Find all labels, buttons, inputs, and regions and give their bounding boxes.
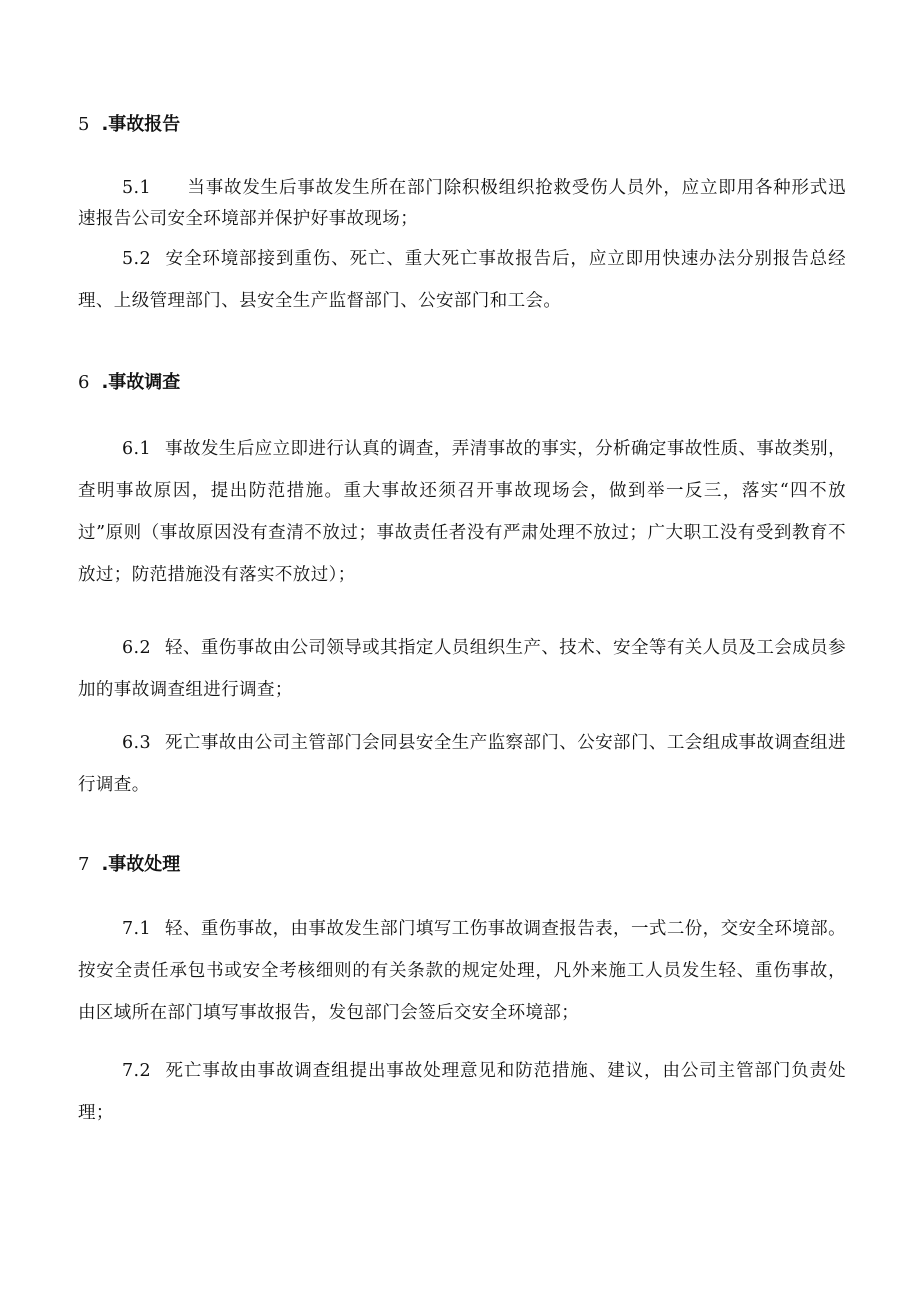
paragraph-number: 6.1 — [122, 439, 152, 459]
section-title: .事故调查 — [101, 372, 181, 393]
paragraph-number: 5.1 — [122, 178, 152, 198]
section-title: .事故报告 — [101, 114, 181, 135]
paragraph-7-1 — [78, 908, 846, 1034]
paragraph-text: 轻、重伤事故，由事故发生部门填写工伤事故调查报告表，一式二份，交安全环境部。按安全责任承包书或安全考核细则的有关条款的规定处理，凡外来施工人员发生轻、重伤事故，由区域所在部门填写事故报告，发包部门会签后交安全环境部； — [78, 919, 846, 1023]
section-number: 5 — [78, 114, 90, 135]
section-title: .事故处理 — [101, 854, 181, 875]
paragraph-text: 轻、重伤事故由公司领导或其指定人员组织生产、技术、安全等有关人员及工会成员参加的事故调查组进行调查； — [78, 638, 846, 700]
paragraph-number: 7.2 — [122, 1061, 152, 1081]
paragraph-text: 当事故发生后事故发生所在部门除积极组织抢救受伤人员外，应立即用各种形式迅速报告公司安全环境部并保护好事故现场； — [78, 178, 846, 229]
paragraph-5-1 — [78, 173, 846, 235]
paragraph-number: 7.1 — [122, 919, 152, 939]
section-heading-5 — [78, 113, 180, 137]
paragraph-number: 6.3 — [122, 733, 152, 753]
section-number: 7 — [78, 854, 90, 875]
paragraph-text: 死亡事故由事故调查组提出事故处理意见和防范措施、建议，由公司主管部门负责处理； — [78, 1061, 846, 1123]
paragraph-6-2 — [78, 627, 846, 711]
paragraph-text: 死亡事故由公司主管部门会同县安全生产监察部门、公安部门、工会组成事故调查组进行调查。 — [78, 733, 846, 795]
paragraph-6-1 — [78, 428, 846, 596]
paragraph-text: 事故发生后应立即进行认真的调查，弄清事故的事实，分析确定事故性质、事故类别，查明事故原因，提出防范措施。重大事故还须召开事故现场会，做到举一反三，落实“四不放过”原则（事故原因没有查清不放过；事故责任者没有严肃处理不放过；广大职工没有受到教育不放过；防范措施没有落实不放过）； — [78, 439, 846, 585]
section-number: 6 — [78, 372, 90, 393]
paragraph-6-3 — [78, 722, 846, 806]
paragraph-number: 5.2 — [122, 249, 152, 269]
paragraph-text: 安全环境部接到重伤、死亡、重大死亡事故报告后，应立即用快速办法分别报告总经理、上级管理部门、县安全生产监督部门、公安部门和工会。 — [78, 249, 846, 311]
section-heading-7 — [78, 853, 180, 877]
paragraph-number: 6.2 — [122, 638, 152, 658]
section-heading-6 — [78, 371, 180, 395]
paragraph-5-2 — [78, 238, 846, 322]
paragraph-7-2 — [78, 1050, 846, 1134]
